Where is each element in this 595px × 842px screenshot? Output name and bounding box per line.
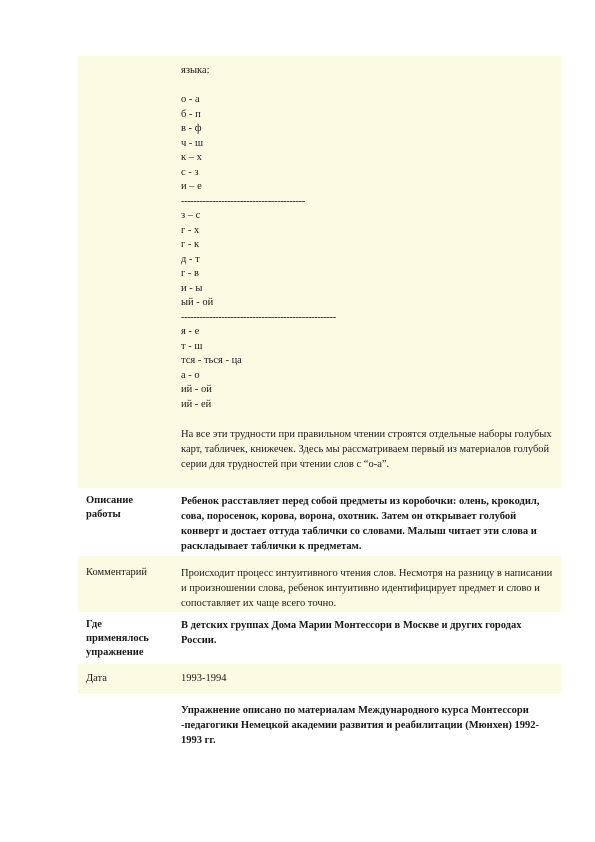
list-line: з – с	[181, 210, 201, 221]
list-line: тся - ться - ца	[181, 355, 242, 366]
row-label: Описание работы	[86, 495, 134, 520]
row-label-empty	[78, 56, 178, 488]
document-table	[78, 56, 561, 750]
row-label: Комментарий	[86, 567, 147, 578]
row-label: Дата	[86, 673, 107, 684]
dash-separator: --------------------------------------------------	[181, 311, 336, 323]
list-line: к – х	[181, 152, 202, 163]
list-line: ч - ш	[181, 137, 204, 149]
table-row-where	[78, 612, 561, 664]
list-line: ый - ой	[181, 297, 214, 308]
table-row-date	[78, 664, 561, 694]
intro-paragraph: На все эти трудности при правильном чтении строятся отдельные наборы голубых карт, табличек, книжечек. Здесь мы рассматриваем первый из материалов голубой серии для трудностей при чтении слов с “о-а”.	[181, 428, 552, 470]
row-text: В детских группах Дома Марии Монтессори в Москве и других городах России.	[181, 620, 522, 646]
letter-pairs-cell	[178, 56, 561, 488]
list-line: в - ф	[181, 123, 202, 134]
list-line: и - ы	[181, 282, 203, 294]
row-text: Происходит процесс интуитивного чтения слов. Несмотря на разницу в написании и произношении слова, ребенок интуитивно идентифицирует предмет и слово и сопоставляет их чаще всего точно.	[181, 568, 553, 609]
list-line: языка:	[181, 65, 210, 76]
list-line: б - п	[181, 108, 201, 120]
list-line: д - т	[181, 253, 200, 265]
list-line: о - а	[181, 94, 200, 105]
list-line: я - е	[181, 326, 200, 337]
list-line: ий - ей	[181, 398, 212, 410]
table-row-description	[78, 488, 561, 556]
table-row-letter-pairs	[78, 56, 561, 488]
table-row-source	[78, 694, 561, 750]
list-line: а - о	[181, 369, 200, 381]
list-line: г - х	[181, 224, 200, 236]
list-line: г - в	[181, 268, 200, 279]
list-line: с - з	[181, 166, 199, 178]
list-line: ий - ой	[181, 384, 212, 395]
list-line: г - к	[181, 239, 200, 250]
row-text: Упражнение описано по материалам Международного курса Монтессори -педагогики Немецкой академии развития и реабилитации (Мюнхен) 1992- 1993 гг.	[181, 705, 540, 746]
row-label-empty	[78, 694, 178, 750]
row-label: Где применялось упражнение	[86, 619, 149, 658]
list-line: т - ш	[181, 340, 203, 352]
table-row-comment	[78, 556, 561, 612]
row-text: Ребенок расставляет перед собой предметы из коробочки: олень, крокодил, сова, поросенок, корова, ворона, охотник. Затем он открывает голубой конверт и достает оттуда таблички со словами. Малыш читает эти слова и раскладывает таблички к предметам.	[181, 496, 540, 552]
list-line: и – е	[181, 181, 202, 192]
dash-separator: ----------------------------------------	[181, 195, 305, 207]
row-text: 1993-1994	[181, 673, 227, 684]
